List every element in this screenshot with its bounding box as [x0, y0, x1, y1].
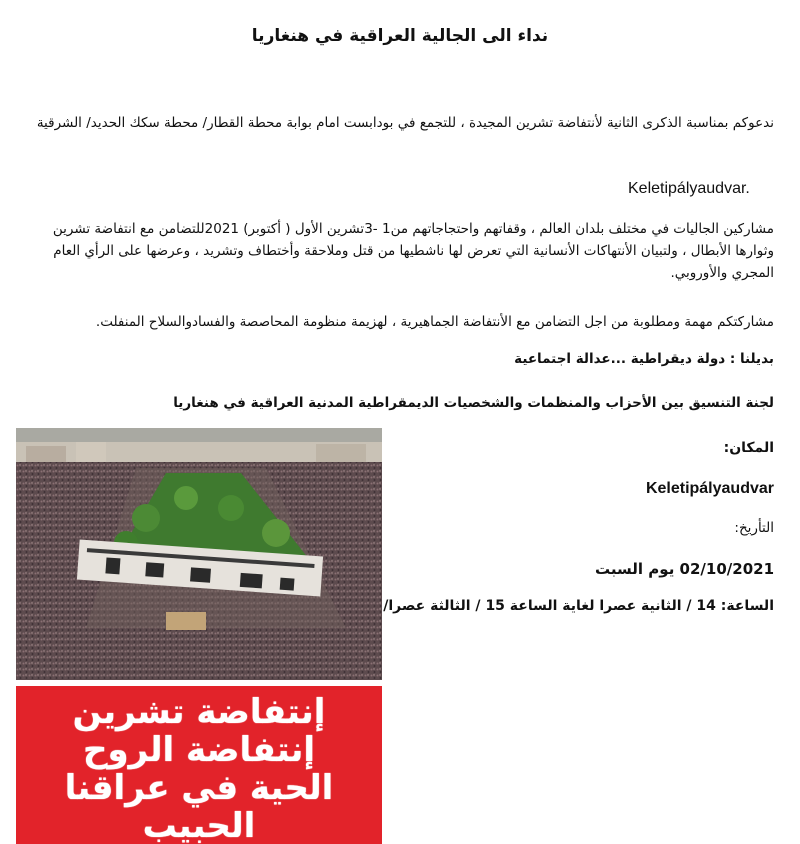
protest-crowd-photo — [16, 428, 382, 680]
slogan-line: بديلنا : دولة ديقراطية ...عدالة اجتماعية — [514, 351, 774, 367]
place-value: Keletipályaudvar — [645, 480, 774, 497]
participation-paragraph: مشاركين الجاليات في مختلف بلدان العالم ، وقفاتهم واحتجاجاتهم من1 -3تشرين الأول ( أكتوبر) 2021للتضامن مع انتفاضة تشرين وثوارها الأبطال ، ولتبيان الأنتهاكات الأنسانية التي تعرض لها ناشطيها من قتل وملاحقة وأختطاف وتشريد ، وعرضها على الرأي العام المجري والأوروبي. — [52, 221, 774, 281]
date-label: التأريخ: — [734, 520, 774, 536]
station-name: Keletipályaudvar. — [628, 180, 750, 197]
uprising-banner — [16, 686, 382, 844]
banner-line-2: إنتفاضة الروح — [82, 730, 316, 770]
banner-line-1: إنتفاضة تشرين — [72, 692, 326, 732]
invitation-paragraph: ندعوكم بمناسبة الذكرى الثانية لأنتفاضة تشرين المجيدة ، للتجمع في بودابست امام بوابة محطة القطار/ محطة سكك الحديد/ الشرقية — [36, 115, 774, 131]
time-value: الساعة: 14 / الثانية عصرا لغاية الساعة 15 / الثالثة عصرا/ — [383, 598, 774, 614]
banner-line-4: الحبيب — [142, 806, 256, 844]
page-title: نداء الى الجالية العراقية في هنغاريا — [251, 26, 549, 46]
place-label: المكان: — [723, 440, 774, 456]
committee-signature: لجنة التنسيق بين الأحزاب والمنظمات والشخصيات الديمقراطية المدنية العراقية في هنغاريا — [173, 395, 774, 411]
banner-line-3: الحية في عراقنا — [64, 768, 334, 808]
date-value: 02/10/2021 يوم السبت — [595, 560, 774, 578]
importance-paragraph: مشاركتكم مهمة ومطلوبة من اجل التضامن مع الأنتفاضة الجماهيرية ، لهزيمة منظومة المحاصصة والفسادوالسلاح المنفلت. — [95, 314, 774, 330]
